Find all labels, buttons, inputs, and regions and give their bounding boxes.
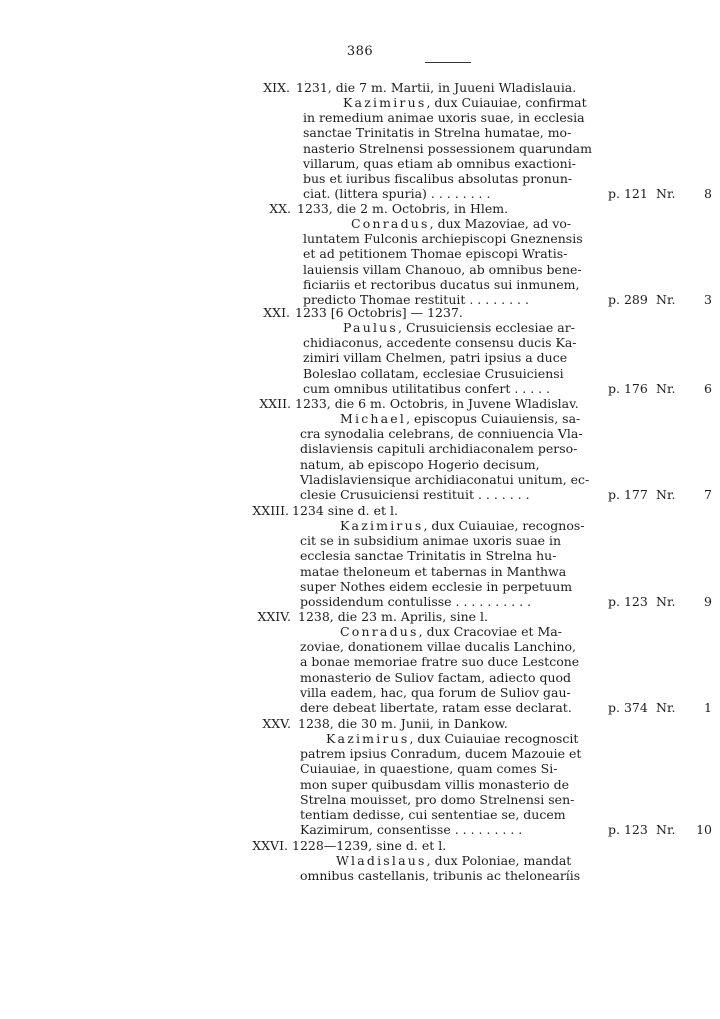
reference-page: p. 123 <box>608 593 648 609</box>
entry-summary-line: luntatem Fulconis archiepiscopi Gneznensis <box>303 231 583 247</box>
entry-numeral: XXVI. <box>252 838 288 853</box>
entry-summary-line: cra synodalia celebrans, de conniuencia Vla- <box>300 426 583 442</box>
reference-nr-label: Nr. <box>656 291 676 307</box>
entry-summary-line: villarum, quas etiam ab omnibus exactioni- <box>303 155 576 171</box>
reference-nr-label: Nr. <box>656 822 676 838</box>
reference-page: p. 374 <box>608 699 648 715</box>
page-number-rule <box>425 62 471 63</box>
entry-summary-line: super Nothes eidem ecclesie in perpetuum <box>300 578 573 594</box>
reference-nr-label: Nr. <box>656 593 676 609</box>
entry-summary-line: zoviae, donationem villae ducalis Lanchino, <box>300 639 576 655</box>
entry-numeral: XXIV. <box>257 609 291 624</box>
entry-summary-line: patrem ipsius Conradum, ducem Mazouie et <box>300 746 582 762</box>
entry-summary-line: Kazimirum, consentisse . . . . . . . . . <box>300 822 523 838</box>
entry-summary-line: possidendum contulisse . . . . . . . . . . <box>300 593 532 609</box>
page-number: 386 <box>346 44 374 59</box>
entry-summary-line: cum omnibus utilitatibus confert . . . . . <box>303 380 551 396</box>
entry-summary-line: tentiam dedisse, cui sententiae se, ducem <box>300 806 566 822</box>
entry-summary-line: ficiariis et rectoribus ducatus sui inmunem, <box>303 276 580 292</box>
entry-summary-line: matae theloneum et tabernas in Manthwa <box>300 563 567 579</box>
entry-date-place: 1238, die 23 m. Aprilis, sine l. <box>298 609 488 624</box>
reference-page: p. 289 <box>608 291 648 307</box>
reference-nr-label: Nr. <box>656 699 676 715</box>
entry-summary-first-line: Conradus, dux Mazoviae, ad vo- <box>351 216 572 232</box>
reference-number: 1 <box>704 699 712 715</box>
entry-numeral: XXV. <box>262 716 291 731</box>
entry-summary-line: a bonae memoriae fratre suo duce Lestcone <box>300 654 580 670</box>
entry-summary-line: natum, ab episcopo Hogerio decisum, <box>300 456 540 472</box>
reference-number: 6 <box>704 380 712 396</box>
entry-numeral: XX. <box>269 201 291 216</box>
reference-page: p. 177 <box>608 486 648 502</box>
entry-summary-line: monasterio de Suliov factam, adiecto quod <box>300 669 572 685</box>
reference-number: 7 <box>704 486 712 502</box>
entry-summary-line: zimiri villam Chelmen, patri ipsius a duce <box>303 350 568 366</box>
entry-summary-first-line: Conradus, dux Cracoviae et Ma- <box>340 624 562 640</box>
reference-number: 10 <box>696 822 712 838</box>
entry-numeral: XIX. <box>263 80 290 95</box>
entry-summary-line: predicto Thomae restituit . . . . . . . . <box>303 291 529 307</box>
entry-summary-line: chidiaconus, accedente consensu ducis Ka- <box>303 335 577 351</box>
entry-summary-first-line: Michael, episcopus Cuiauiensis, sa- <box>340 411 581 427</box>
entry-numeral: XXIII. <box>252 503 289 518</box>
entry-summary-line: mon super quibusdam villis monasterio de <box>300 776 570 792</box>
entry-summary-line: dislaviensis capituli archidiaconalem perso- <box>300 441 578 457</box>
entry-summary-line: Strelna mouisset, pro domo Strelnensi sen- <box>300 791 575 807</box>
entry-summary-line: Boleslao collatam, ecclesiae Crusuiciensi <box>303 365 564 381</box>
entry-summary-line: clesie Crusuiciensi restituit . . . . . . . <box>300 486 530 502</box>
reference-page: p. 123 <box>608 822 648 838</box>
entry-date-place: 1233, die 6 m. Octobris, in Juvene Wladislav. <box>295 396 579 411</box>
reference-number: 9 <box>704 593 712 609</box>
entry-summary-line: cit se in subsidium animae uxoris suae in <box>300 533 562 549</box>
entry-summary-first-line: Paulus, Crusuiciensis ecclesiae ar- <box>343 320 575 336</box>
reference-page: p. 176 <box>608 380 648 396</box>
entry-summary-line: Vladislaviensique archidiaconatui unitum, ec- <box>300 471 590 487</box>
entry-numeral: XXI. <box>263 305 290 320</box>
entry-summary-line: nasterio Strelnensi possessionem quarundam <box>303 140 592 156</box>
entry-summary-line: in remedium animae uxoris suae, in ecclesia <box>303 110 585 126</box>
entry-summary-line: bus et iuribus fiscalibus absolutas pronun- <box>303 170 573 186</box>
entry-summary-line: villa eadem, hac, qua forum de Suliov gau- <box>300 684 571 700</box>
reference-nr-label: Nr. <box>656 186 676 202</box>
entry-summary-line: ecclesia sanctae Trinitatis in Strelna hu- <box>300 548 557 564</box>
entry-summary-line: et ad petitionem Thomae episcopi Wratis- <box>303 246 568 262</box>
entry-date-place: 1234 sine d. et l. <box>292 503 398 518</box>
entry-summary-first-line: Kazimirus, dux Cuiauiae, recognos- <box>340 518 585 534</box>
entry-numeral: XXII. <box>259 396 291 411</box>
entry-summary-first-line: Kazimirus, dux Cuiauiae, confirmat <box>343 95 587 111</box>
entry-date-place: 1231, die 7 m. Martii, in Juueni Wladislauia. <box>296 80 577 95</box>
reference-number: 8 <box>704 186 712 202</box>
entry-summary-line: dere debeat libertate, ratam esse declarat. <box>300 699 572 715</box>
entry-date-place: 1228—1239, sine d. et l. <box>292 838 447 853</box>
entry-date-place: 1233 [6 Octobris] — 1237. <box>295 305 463 320</box>
entry-summary-line: lauiensis villam Chanouo, ab omnibus bene- <box>303 261 582 277</box>
entry-summary-line: sanctae Trinitatis in Strelna humatae, mo- <box>303 125 572 141</box>
entry-summary-line: Cuiauiae, in quaestione, quam comes Si- <box>300 761 558 777</box>
entry-date-place: 1233, die 2 m. Octobris, in Hlem. <box>297 201 509 216</box>
entry-date-place: 1238, die 30 m. Junii, in Dankow. <box>298 716 508 731</box>
reference-number: 3 <box>704 291 712 307</box>
entry-summary-first-line: Kazimirus, dux Cuiauiae recognoscit <box>326 731 579 747</box>
reference-nr-label: Nr. <box>656 380 676 396</box>
reference-page: p. 121 <box>608 186 648 202</box>
entry-summary-first-line: Wladislaus, dux Poloniae, mandat <box>336 853 572 869</box>
entry-summary-line: omnibus castellanis, tribunis ac thelonearíis <box>300 868 581 884</box>
entry-summary-line: ciat. (littera spuria) . . . . . . . . <box>303 186 491 202</box>
reference-nr-label: Nr. <box>656 486 676 502</box>
